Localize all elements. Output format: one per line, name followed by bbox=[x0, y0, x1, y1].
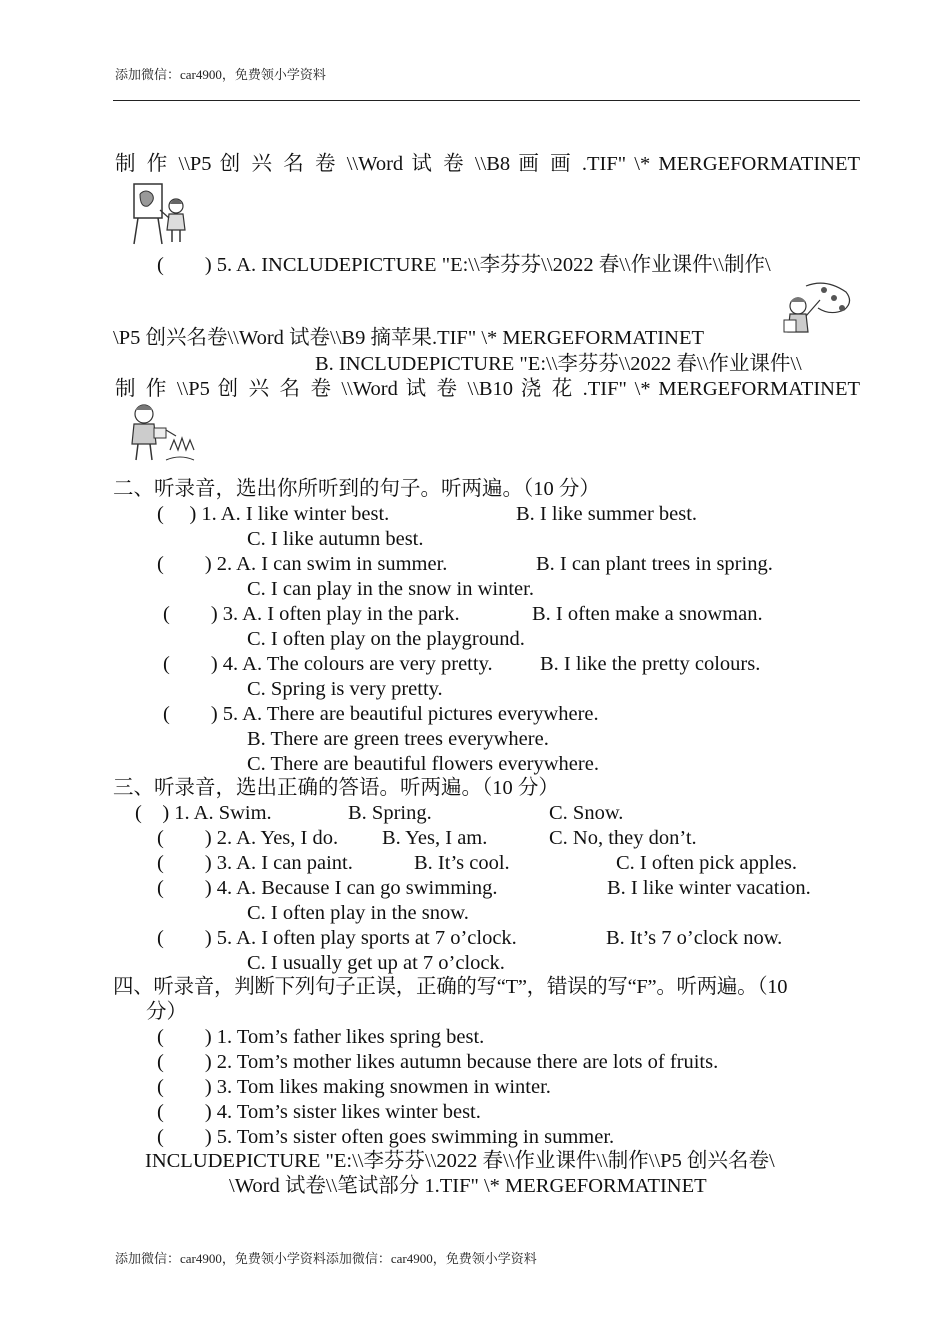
s3-q2-option-c: C. No, they don’t. bbox=[549, 827, 697, 849]
section-3-title: 三、听录音，选出正确的答语。听两遍。（10 分） bbox=[113, 777, 559, 799]
s3-q5-option-c: C. I usually get up at 7 o’clock. bbox=[247, 952, 505, 974]
s2-q3-option-a: ( ) 3. A. I often play in the park. bbox=[163, 603, 460, 625]
page-footer: 添加微信：car4900，免费领小学资料添加微信：car4900，免费领小学资料 bbox=[115, 1251, 537, 1266]
s2-q5-option-c: C. There are beautiful flowers everywhere. bbox=[247, 753, 599, 775]
s3-q4-option-c: C. I often play in the snow. bbox=[247, 902, 469, 924]
section-4-title: 四、听录音，判断下列句子正误，正确的写“T”，错误的写“F”。听两遍。（10 bbox=[113, 976, 788, 998]
s3-q2-option-a: ( ) 2. A. Yes, I do. bbox=[157, 827, 339, 849]
watering-flowers-picture bbox=[126, 400, 196, 466]
s4-statement-2: ( ) 2. Tom’s mother likes autumn because there are lots of fruits. bbox=[157, 1051, 719, 1073]
s2-q2-option-c: C. I can play in the snow in winter. bbox=[247, 578, 534, 600]
s3-q1-option-a: ( ) 1. A. Swim. bbox=[135, 802, 272, 824]
section-2-title: 二、听录音，选出你所听到的句子。听两遍。（10 分） bbox=[113, 478, 600, 500]
include-line-b8: 制 作 \\P5 创 兴 名 卷 \\Word 试 卷 \\B8 画 画 .TIF" \* MERGEFORMATINET bbox=[115, 153, 860, 175]
s2-q5-option-a: ( ) 5. A. There are beautiful pictures everywhere. bbox=[163, 703, 599, 725]
s3-q5-option-b: B. It’s 7 o’clock now. bbox=[606, 927, 783, 949]
s2-q4-option-c: C. Spring is very pretty. bbox=[247, 678, 443, 700]
s4-statement-4: ( ) 4. Tom’s sister likes winter best. bbox=[157, 1101, 481, 1123]
s2-q1-option-b: B. I like summer best. bbox=[516, 503, 698, 525]
s3-q2-option-b: B. Yes, I am. bbox=[382, 827, 488, 849]
s3-q3-option-b: B. It’s cool. bbox=[414, 852, 510, 874]
painting-picture bbox=[130, 180, 190, 246]
question-5-option-b: B. INCLUDEPICTURE "E:\\李芬芬\\2022 春\\作业课件\\ bbox=[315, 353, 802, 375]
s3-q1-option-c: C. Snow. bbox=[549, 802, 624, 824]
apple-picking-icon bbox=[776, 280, 856, 344]
s4-statement-3: ( ) 3. Tom likes making snowmen in winter. bbox=[157, 1076, 551, 1098]
header-divider bbox=[113, 100, 860, 101]
painting-icon bbox=[130, 180, 190, 246]
watering-can-icon bbox=[126, 400, 196, 466]
s3-q3-option-a: ( ) 3. A. I can paint. bbox=[157, 852, 353, 874]
s2-q3-option-b: B. I often make a snowman. bbox=[532, 603, 763, 625]
include-line-b9: \P5 创兴名卷\\Word 试卷\\B9 摘苹果.TIF" \* MERGEFORMATINET bbox=[113, 327, 704, 349]
s2-q4-option-a: ( ) 4. A. The colours are very pretty. bbox=[163, 653, 493, 675]
s2-q2-option-a: ( ) 2. A. I can swim in summer. bbox=[157, 553, 448, 575]
s3-q3-option-c: C. I often pick apples. bbox=[616, 852, 798, 874]
s2-q2-option-b: B. I can plant trees in spring. bbox=[536, 553, 773, 575]
s2-q4-option-b: B. I like the pretty colours. bbox=[540, 653, 761, 675]
page-header: 添加微信：car4900，免费领小学资料 bbox=[115, 67, 326, 82]
s3-q5-option-a: ( ) 5. A. I often play sports at 7 o’clock. bbox=[157, 927, 517, 949]
s4-statement-5: ( ) 5. Tom’s sister often goes swimming in summer. bbox=[157, 1126, 615, 1148]
s3-q1-option-b: B. Spring. bbox=[348, 802, 432, 824]
s3-q4-option-b: B. I like winter vacation. bbox=[607, 877, 811, 899]
s3-q4-option-a: ( ) 4. A. Because I can go swimming. bbox=[157, 877, 498, 899]
s2-q1-option-a: ( ) 1. A. I like winter best. bbox=[157, 503, 390, 525]
s4-statement-1: ( ) 1. Tom’s father likes spring best. bbox=[157, 1026, 485, 1048]
include-line-written-1: INCLUDEPICTURE "E:\\李芬芬\\2022 春\\作业课件\\制作\\P5 创兴名卷\ bbox=[145, 1150, 775, 1172]
s2-q3-option-c: C. I often play on the playground. bbox=[247, 628, 525, 650]
section-4-title-cont: 分） bbox=[146, 1001, 187, 1023]
picking-apples-picture bbox=[776, 280, 856, 344]
include-line-b10: 制 作 \\P5 创 兴 名 卷 \\Word 试 卷 \\B10 浇 花 .TIF" \* MERGEFORMATINET bbox=[115, 378, 860, 400]
include-line-written-2: \Word 试卷\\笔试部分 1.TIF" \* MERGEFORMATINET bbox=[229, 1175, 707, 1197]
s2-q1-option-c: C. I like autumn best. bbox=[247, 528, 424, 550]
s2-q5-option-b: B. There are green trees everywhere. bbox=[247, 728, 549, 750]
question-5-line: ( ) 5. A. INCLUDEPICTURE "E:\\李芬芬\\2022 春\\作业课件\\制作\ bbox=[157, 254, 771, 276]
